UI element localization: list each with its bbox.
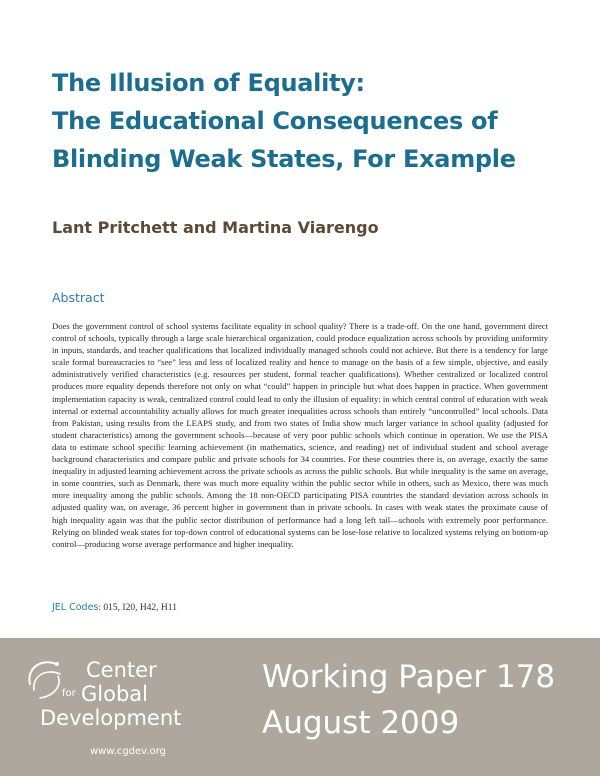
- jel-label: JEL Codes: [52, 602, 99, 613]
- publication-date: August 2009: [262, 705, 460, 741]
- abstract-body: Does the government control of school systems facilitate equality in school quality? There is a trade-off. On the one hand, government direct control of schools, typically through a large scale hierarchical organization, could produce equalization across schools by providing uniformity in inputs, standards, and teacher qualifications that localized individually managed schools could not achieve. But there is a tendency for large scale formal bureaucracies to “see” less and less of localized reality and hence to manage on the basis of a few simple, objective, and easily administratively verified characteristics (e.g. resources per student, formal teacher qualifications). Whether centralized or localized control produces more equality depends therefore not only on what “could” happen in principle but what does happen in practice. When government implementation capacity is weak, centralized control could lead to only the illusion of equality: in which central control of education with weak internal or external accountability actually allows for much greater inequalities across schools than entirely “uncontrolled” local schools. Data from Pakistan, using results from the LEAPS study, and from two states of India show much larger variance in school quality (adjusted for student characteristics) among the government schools—because of very poor public schools which continue in operation. We use the PISA data to estimate school specific learning achievement (in mathematics, science, and reading) net of individual student and school average background characteristics and compare public and private schools for 34 countries. For these countries there is, on average, exactly the same inequality in adjusted learning achievement across the private schools as across the public schools. But while inequality is the same on average, in some countries, such as Denmark, there was much more equality within the public sector while in others, such as Mexico, there was much more inequality among the public schools. Among the 18 non-OECD participating PISA countries the standard deviation across schools in adjusted quality was, on average, 36 percent higher in government than in private schools. In cases with weak states the proximate cause of high inequality again was that the public sector distribution of performance had a long left tail—schools with extremely poor performance. Relying on blinded weak states for top-down control of educational systems can be lose-lose relative to localized systems relying on bottom-up control—producing worse average performance and higher inequality.: [52, 321, 548, 549]
- logo-center: Center: [86, 658, 157, 682]
- authors: Lant Pritchett and Martina Viarengo: [52, 218, 379, 237]
- logo-for: for: [62, 688, 76, 699]
- logo-development: Development: [40, 706, 182, 730]
- jel-codes: JEL Codes: 015, I20, H42, H11: [52, 602, 177, 613]
- jel-values: 015, I20, H42, H11: [103, 603, 177, 613]
- title-line-2: The Educational Consequences of: [52, 107, 498, 135]
- footer-band: [0, 638, 600, 776]
- cgd-logo-text: [40, 658, 182, 730]
- website-url[interactable]: www.cgdev.org: [90, 746, 166, 757]
- title-line-1: The Illusion of Equality:: [52, 69, 365, 97]
- logo-global: Global: [81, 682, 148, 706]
- paper-title: [52, 64, 572, 178]
- working-paper-info: [262, 654, 555, 746]
- abstract-heading: Abstract: [52, 290, 105, 305]
- title-line-3: Blinding Weak States, For Example: [52, 145, 516, 173]
- series-number: Working Paper 178: [262, 659, 556, 695]
